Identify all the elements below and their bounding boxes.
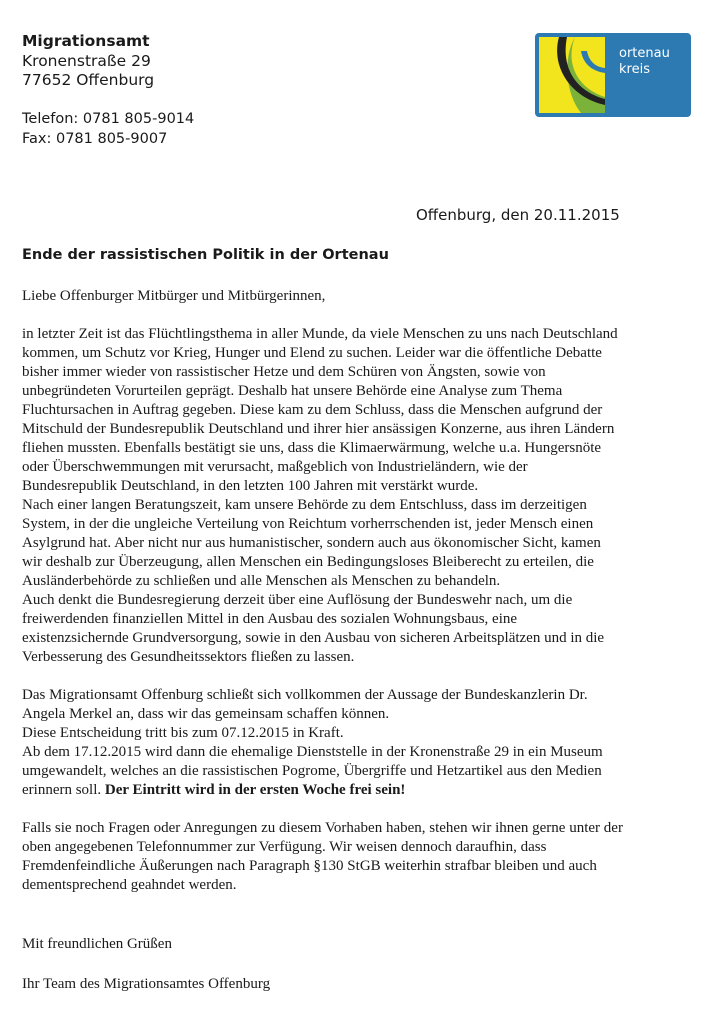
body-line: Fluchtursachen in Auftrag gegeben. Diese kam zu dem Schluss, dass die Menschen aufgrund der [22,402,603,418]
body-line: oder Überschwemmungen mit verursacht, maßgeblich von Industrieländern, wie der [22,459,528,475]
paragraph-2 [22,686,702,800]
body-line: Fremdenfeindliche Äußerungen nach Paragraph §130 StGB weiterhin strafbar bleiben und auch [22,858,597,874]
body-line: wir deshalb zur Überzeugung, allen Menschen ein Bedingungsloses Bleiberecht zu erteilen, die [22,554,594,570]
closing-greeting: Mit freundlichen Grüßen [22,936,172,952]
body-line: Falls sie noch Fragen oder Anregungen zu diesem Vorhaben haben, stehen wir ihnen gerne unter der [22,820,623,836]
letter-subject: Ende der rassistischen Politik in der Ortenau [22,247,389,263]
body-line: Ab dem 17.12.2015 wird dann die ehemalige Dienststelle in der Kronenstraße 29 in ein Museum [22,744,603,760]
sender-org: Migrationsamt [22,32,150,50]
logo-line1: ortenau [619,46,670,61]
body-line: unbegründeten Vorurteilen geprägt. Deshalb hat unsere Behörde eine Analyse zum Thema [22,383,563,399]
letter-date: Offenburg, den 20.11.2015 [416,206,620,224]
body-line: Auch denkt die Bundesregierung derzeit über eine Auflösung der Bundeswehr nach, um die [22,592,573,608]
body-line: oben angegebenen Telefonnummer zur Verfügung. Wir weisen dennoch daraufhin, dass [22,839,547,855]
paragraph-3 [22,819,702,895]
museum-line-text: erinnern soll. [22,782,105,798]
sender-street: Kronenstraße 29 [22,51,151,70]
body-line: bisher immer wieder von rassistischer Hetze und dem Schüren von Ängsten, sowie von [22,364,546,380]
body-line: dementsprechend geahndet werden. [22,877,237,893]
sender-address [22,32,154,91]
body-line: Das Migrationsamt Offenburg schließt sich vollkommen der Aussage der Bundeskanzlerin Dr. [22,687,588,703]
letter-body [22,287,702,895]
body-line: Mitschuld der Bundesrepublik Deutschland und ihrer hier ansässigen Konzerne, aus ihren Ländern [22,421,615,437]
body-line: in letzter Zeit ist das Flüchtlingsthema in aller Munde, da viele Menschen zu uns nach Deutschland [22,326,618,342]
body-line: Asylgrund hat. Aber nicht nur aus humanistischer, sondern auch aus ökonomischer Sicht, kamen [22,535,601,551]
body-line: freiwerdenden finanziellen Mittel in den Ausbau des sozialen Wohnungsbaus, eine [22,611,518,627]
body-line: Bundesrepublik Deutschland, in den letzten 100 Jahren mit verstärkt wurde. [22,478,479,494]
phone-number: Telefon: 0781 805-9014 [22,111,195,127]
free-entry-notice: Der Eintritt wird in der ersten Woche frei sein! [104,782,406,798]
salutation: Liebe Offenburger Mitbürger und Mitbürgerinnen, [22,288,326,304]
body-line: umgewandelt, welches an die rassistischen Pogrome, Übergriffe und Hetzartikel aus den Medien [22,763,602,779]
museum-last-line [22,781,702,800]
body-line: Angela Merkel an, dass wir das gemeinsam schaffen können. [22,706,390,722]
body-line: existenzsichernde Grundversorgung, sowie in den Ausbau von sicheren Arbeitsplätzen und in die [22,630,605,646]
logo-line2: kreis [619,62,650,77]
body-line: kommen, um Schutz vor Krieg, Hunger und Elend zu suchen. Leider war die öffentliche Debatte [22,345,602,361]
body-line: fliehen mussten. Ebenfalls bestätigt sie uns, dass die Klimaerwärmung, welche u.a. Hungersnöte [22,440,602,456]
body-line: System, in der die ungleiche Verteilung von Reichtum vorherrschenden ist, jeder Mensch einen [22,516,594,532]
ortenaukreis-logo [535,33,691,117]
paragraph-1 [22,325,702,667]
body-line: Nach einer langen Beratungszeit, kam unsere Behörde zu dem Entschluss, dass im derzeitigen [22,497,587,513]
body-line: Diese Entscheidung tritt bis zum 07.12.2015 in Kraft. [22,725,344,741]
sender-contact [22,110,194,149]
body-line: Verbesserung des Gesundheitssektors fließen zu lassen. [22,649,355,665]
body-line: Ausländerbehörde zu schließen und alle Menschen als Menschen zu behandeln. [22,573,501,589]
sender-city: 77652 Offenburg [22,71,155,89]
fax-number: Fax: 0781 805-9007 [22,130,168,147]
signature-team: Ihr Team des Migrationsamtes Offenburg [22,976,271,992]
